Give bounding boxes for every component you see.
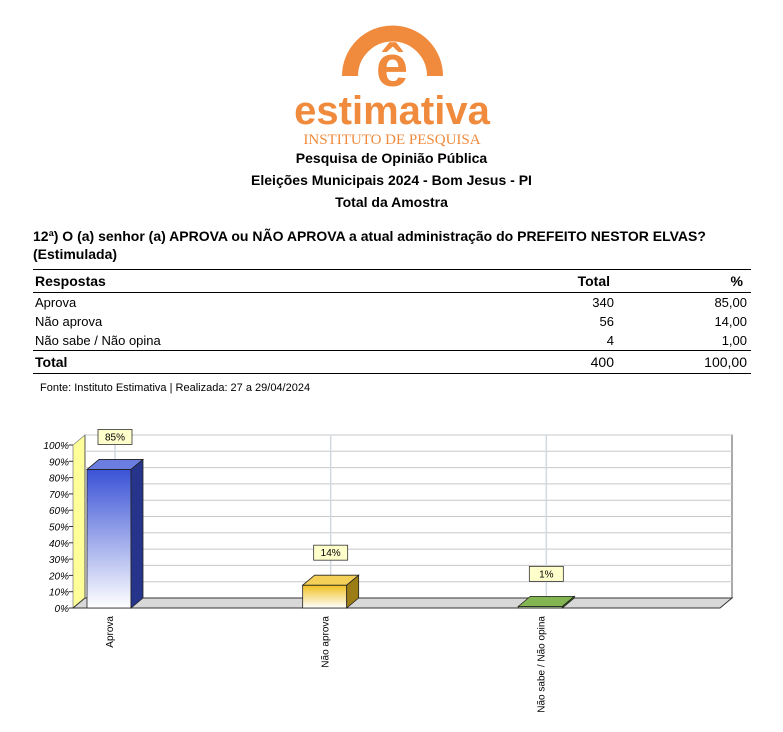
election-title: Eleições Municipais 2024 - Bom Jesus - PI	[251, 172, 532, 188]
category-label: Aprova	[105, 616, 116, 648]
estimativa-logo	[290, 18, 495, 148]
row-pct: 1,00	[721, 333, 747, 348]
bar-front	[303, 585, 347, 608]
question-text: 12ª) O (a) senhor (a) APROVA ou NÃO APROVA a atual administração do PREFEITO NESTOR ELVAS? (Estimulada)	[33, 228, 706, 262]
y-tick-label: 100%	[43, 441, 69, 452]
logo-e-glyph: ê	[375, 34, 409, 99]
y-tick-label: 0%	[54, 604, 69, 615]
y-tick-label: 20%	[48, 571, 69, 583]
category-label: Não sabe / Não opina	[536, 616, 548, 713]
table-total-row	[33, 351, 751, 374]
survey-title: Pesquisa de Opinião Pública	[295, 150, 488, 166]
logo-brand-text: estimativa	[294, 89, 490, 133]
total-pct: 100,00	[618, 351, 751, 374]
table-row	[33, 331, 751, 351]
row-total: 4	[606, 333, 614, 348]
category-label: Não aprova	[320, 616, 332, 668]
y-tick-label: 90%	[48, 457, 69, 469]
row-label: Não sabe / Não opina	[35, 333, 161, 348]
source-note: Fonte: Instituto Estimativa | Realizada: 27 a 29/04/2024	[40, 382, 311, 394]
y-tick-label: 70%	[48, 489, 69, 501]
header-total: Total	[463, 270, 618, 293]
total-label: Total	[33, 351, 463, 374]
y-tick-label: 10%	[48, 587, 69, 599]
bar-front	[87, 469, 131, 608]
row-label: Não aprova	[35, 314, 103, 329]
y-tick-label: 40%	[48, 538, 69, 550]
table-header-row	[33, 270, 751, 293]
sample-title: Total da Amostra	[335, 194, 448, 210]
approval-bar-chart	[0, 410, 783, 732]
header-pct: %	[618, 270, 751, 293]
table-row	[33, 312, 751, 331]
row-pct: 14,00	[714, 314, 747, 329]
logo-subtitle: INSTITUTO DE PESQUISA	[303, 132, 481, 148]
row-total: 340	[592, 295, 614, 310]
data-label: 1%	[539, 569, 554, 581]
y-tick-label: 80%	[48, 473, 69, 485]
row-pct: 85,00	[714, 295, 747, 310]
total-count: 400	[463, 351, 618, 374]
y-tick-label: 30%	[48, 555, 69, 567]
header-respostas: Respostas	[33, 270, 463, 293]
y-tick-label: 50%	[48, 522, 69, 534]
chart-left-wall	[73, 435, 85, 608]
row-label: Aprova	[35, 295, 77, 310]
row-total: 56	[599, 314, 614, 329]
data-label: 85%	[104, 432, 126, 444]
results-table	[33, 269, 751, 374]
data-label: 14%	[320, 548, 341, 560]
bar-side	[131, 459, 143, 608]
table-row	[33, 293, 751, 313]
chart-floor	[73, 598, 732, 608]
y-tick-label: 60%	[48, 506, 69, 518]
